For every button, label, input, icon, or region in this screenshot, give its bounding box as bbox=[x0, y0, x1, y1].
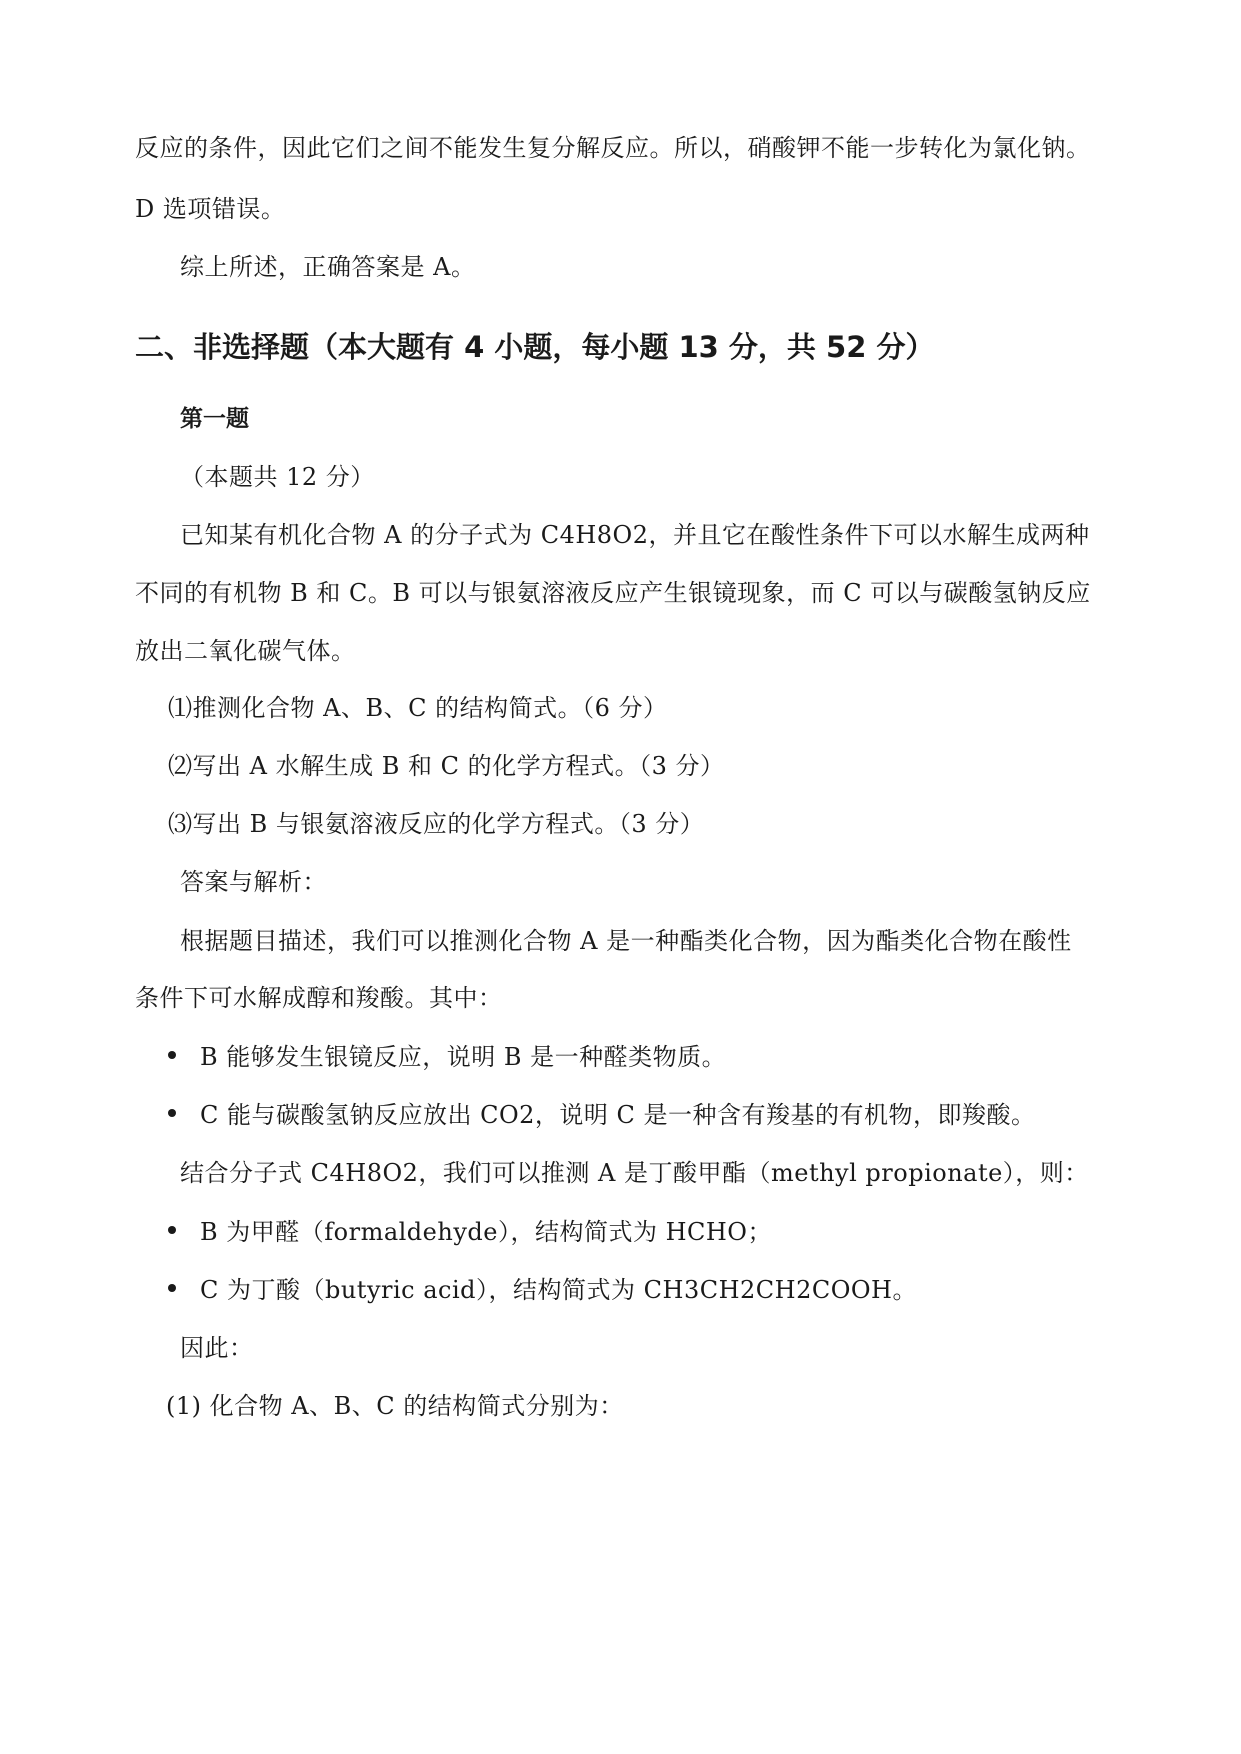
question-stem-line-1: 已知某有机化合物 A 的分子式为 C4H8O2，并且它在酸性条件下可以水解生成两种 bbox=[180, 521, 1090, 549]
intro-line-2: D 选项错误。 bbox=[135, 195, 286, 223]
therefore-line: 因此： bbox=[180, 1334, 254, 1362]
analysis-line-2: 条件下可水解成醇和羧酸。其中： bbox=[135, 984, 503, 1012]
combine-line: 结合分子式 C4H8O2，我们可以推测 A 是丁酸甲酯（methyl propionate），则： bbox=[180, 1159, 1089, 1187]
sub-question-1: ⑴推测化合物 A、B、C 的结构简式。（6 分） bbox=[168, 694, 668, 722]
bullet-dot bbox=[168, 1109, 176, 1117]
question-stem-line-3: 放出二氧化碳气体。 bbox=[135, 637, 356, 665]
section-heading: 二、非选择题（本大题有 4 小题，每小题 13 分，共 52 分） bbox=[135, 330, 935, 364]
answer-label: 答案与解析： bbox=[180, 868, 327, 896]
bullet-dot bbox=[168, 1284, 176, 1292]
answer-part-1: (1) 化合物 A、B、C 的结构简式分别为： bbox=[166, 1392, 624, 1420]
intro-line-1: 反应的条件，因此它们之间不能发生复分解反应。所以，硝酸钾不能一步转化为氯化钠。 bbox=[135, 134, 1091, 162]
sub-question-2: ⑵写出 A 水解生成 B 和 C 的化学方程式。（3 分） bbox=[168, 752, 725, 780]
bullet-dot bbox=[168, 1051, 176, 1059]
analysis-bullet-2: C 能与碳酸氢钠反应放出 CO2，说明 C 是一种含有羧基的有机物，即羧酸。 bbox=[200, 1101, 1036, 1129]
analysis-bullet-1: B 能够发生银镜反应，说明 B 是一种醛类物质。 bbox=[200, 1043, 727, 1071]
summary-line: 综上所述，正确答案是 A。 bbox=[180, 253, 476, 281]
question-title: 第一题 bbox=[180, 406, 249, 432]
analysis-bullet-3: B 为甲醛（formaldehyde），结构简式为 HCHO； bbox=[200, 1218, 772, 1246]
question-stem-line-2: 不同的有机物 B 和 C。B 可以与银氨溶液反应产生银镜现象，而 C 可以与碳酸氢钠反应 bbox=[135, 579, 1091, 607]
sub-question-3: ⑶写出 B 与银氨溶液反应的化学方程式。（3 分） bbox=[168, 810, 705, 838]
bullet-dot bbox=[168, 1226, 176, 1234]
analysis-line-1: 根据题目描述，我们可以推测化合物 A 是一种酯类化合物，因为酯类化合物在酸性 bbox=[180, 927, 1072, 955]
question-points: （本题共 12 分） bbox=[180, 463, 375, 491]
analysis-bullet-4: C 为丁酸（butyric acid），结构简式为 CH3CH2CH2COOH。 bbox=[200, 1276, 917, 1304]
